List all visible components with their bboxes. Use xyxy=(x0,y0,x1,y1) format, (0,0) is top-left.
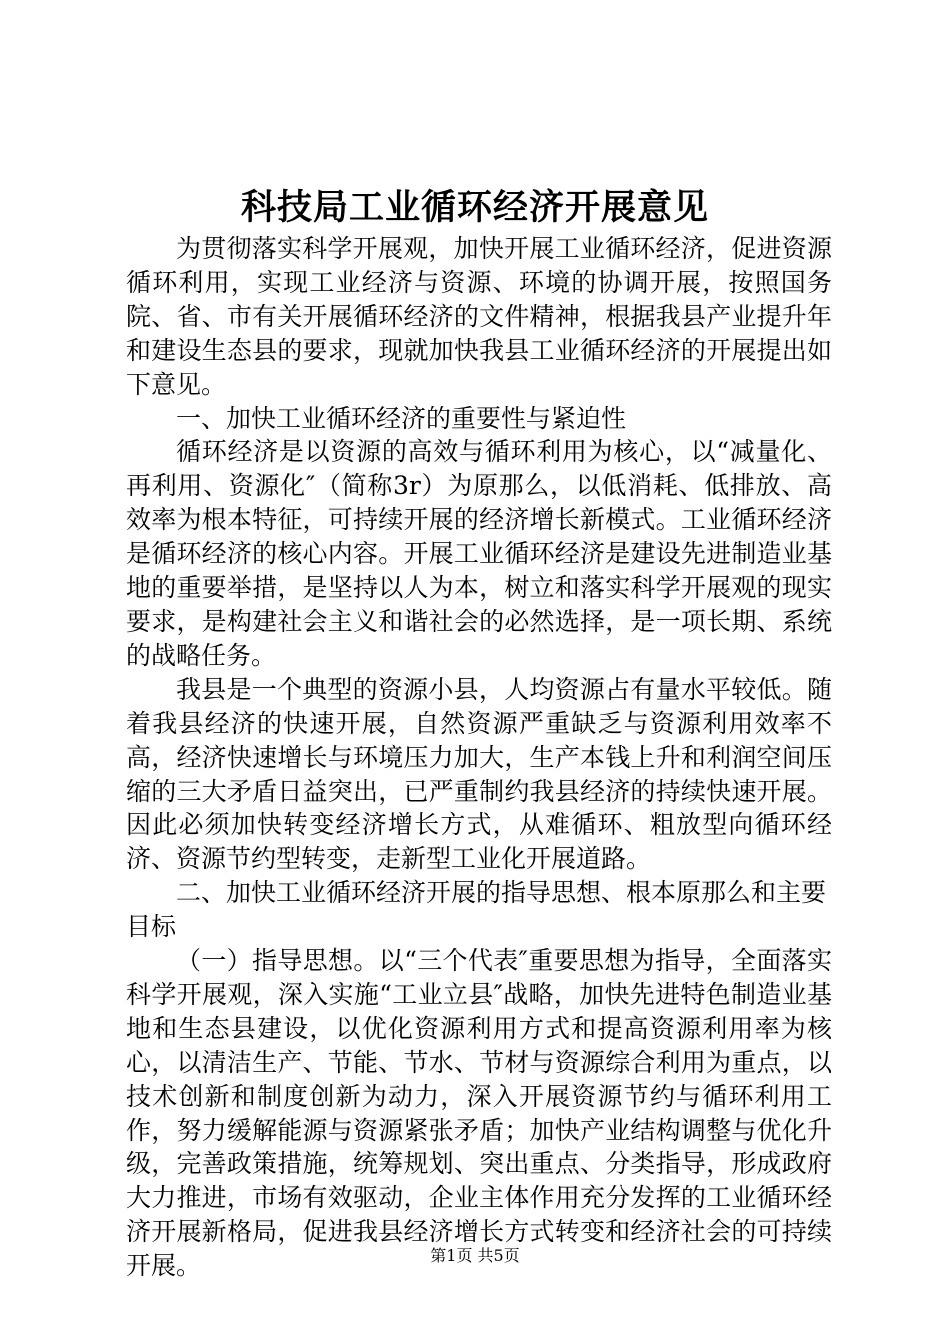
document-title: 科技局工业循环经济开展意见 xyxy=(240,187,709,228)
paragraph-circular-economy: 循环经济是以资源的高效与循环利用为核心，以“减量化、再利用、资源化″（简称3r）为原那么，以低消耗、低排放、高效率为根本特征，可持续开展的经济增长新模式。工业循环经济是循环经济的核心内容。开展工业循环经济是建设先进制造业基地的重要举措，是坚持以人为本，树立和落实科学开展观的现实要求，是构建社会主义和谐社会的必然选择，是一项长期、系统的战略任务。 xyxy=(126,437,832,670)
paragraph-guiding-thought: （一）指导思想。以“三个代表″重要思想为指导，全面落实科学开展观，深入实施“工业立县″战略，加快先进特色制造业基地和生态县建设，以优化资源利用方式和提高资源利用率为核心，以清洁生产、节能、节水、节材与资源综合利用为重点，以技术创新和制度创新为动力，深入开展资源节约与循环利用工作，努力缓解能源与资源紧张矛盾；加快产业结构调整与优化升级，完善政策措施，统筹规划、突出重点、分类指导，形成政府大力推进，市场有效驱动，企业主体作用充分发挥的工业循环经济开展新格局，促进我县经济增长方式转变和经济社会的可持续开展。 xyxy=(126,946,832,1281)
paragraph-intro: 为贯彻落实科学开展观，加快开展工业循环经济，促进资源循环利用，实现工业经济与资源、环境的协调开展，按照国务院、省、市有关开展循环经济的文件精神，根据我县产业提升年和建设生态县的要求，现就加快我县工业循环经济的开展提出如下意见。 xyxy=(126,234,832,399)
section-heading-1: 一、加快工业循环经济的重要性与紧迫性 xyxy=(176,403,627,433)
section-heading-2: 二、加快工业循环经济开展的指导思想、根本原那么和主要目标 xyxy=(126,878,827,942)
document-body xyxy=(126,232,832,1283)
page-number-footer: 第1页 共5页 xyxy=(430,1246,520,1265)
paragraph-county-resources: 我县是一个典型的资源小县，人均资源占有量水平较低。随着我县经济的快速开展，自然资源严重缺乏与资源利用效率不高，经济快速增长与环境压力加大，生产本钱上升和利润空间压缩的三大矛盾日益突出，已严重制约我县经济的持续快速开展。因此必须加快转变经济增长方式，从难循环、粗放型向循环经济、资源节约型转变，走新型工业化开展道路。 xyxy=(126,674,832,874)
